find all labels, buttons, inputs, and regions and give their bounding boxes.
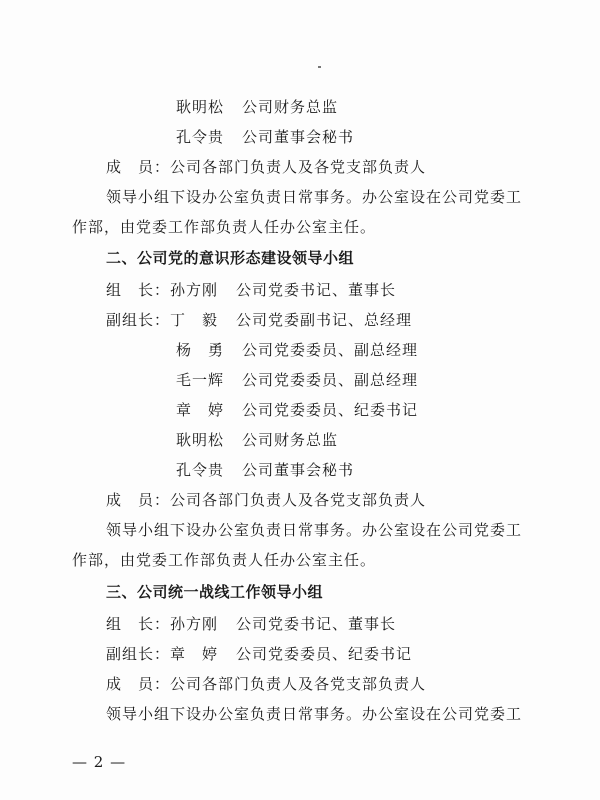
leader-label: 组 长：: [106, 615, 171, 633]
member-line: [176, 460, 354, 480]
member-role: 公司党委委员、纪委书记: [236, 645, 413, 663]
member-line: [176, 370, 418, 390]
members-line: [106, 674, 426, 694]
paragraph-line: 领导小组下设办公室负责日常事务。办公室设在公司党委工: [106, 705, 523, 723]
member-role: 公司党委副书记、总经理: [236, 311, 413, 329]
scan-speck: [318, 66, 321, 68]
members-text: 公司各部门负责人及各党支部负责人: [170, 675, 427, 693]
members-label: 成 员：: [106, 675, 171, 693]
paragraph-line: 领导小组下设办公室负责日常事务。办公室设在公司党委工: [106, 521, 523, 539]
member-role: 公司董事会秘书: [242, 128, 355, 146]
member-name: 章 婷: [170, 645, 219, 663]
page-number: — 2 —: [72, 753, 127, 771]
member-role: 公司财务总监: [242, 98, 339, 116]
member-name: 杨 勇: [176, 341, 225, 359]
member-role: 公司党委书记、董事长: [236, 615, 397, 633]
member-role: 公司党委书记、董事长: [236, 281, 397, 299]
members-label: 成 员：: [106, 491, 171, 509]
member-role: 公司党委委员、副总经理: [242, 341, 419, 359]
deputy-label: 副组长：: [106, 645, 171, 663]
member-role: 公司财务总监: [242, 431, 339, 449]
member-name: 章 婷: [176, 401, 225, 419]
leader-line: [106, 614, 396, 634]
paragraph-line: 作部，由党委工作部负责人任办公室主任。: [72, 551, 377, 569]
member-role: 公司党委委员、副总经理: [242, 371, 419, 389]
member-name: 孙方刚: [170, 281, 219, 299]
member-line: [176, 97, 338, 117]
paragraph-line: 作部，由党委工作部负责人任办公室主任。: [72, 218, 377, 236]
deputy-label: 副组长：: [106, 311, 171, 329]
paragraph-line: 领导小组下设办公室负责日常事务。办公室设在公司党委工: [106, 188, 523, 206]
member-name: 孔令贵: [176, 461, 225, 479]
members-line: [106, 490, 426, 510]
section-heading: 三、公司统一战线工作领导小组: [106, 583, 324, 601]
member-role: 公司董事会秘书: [242, 461, 355, 479]
member-name: 丁 毅: [170, 311, 219, 329]
member-line: [176, 340, 418, 360]
member-name: 孙方刚: [170, 615, 219, 633]
member-name: 毛一辉: [176, 371, 225, 389]
members-label: 成 员：: [106, 158, 171, 176]
deputy-line: [106, 310, 412, 330]
member-role: 公司党委委员、纪委书记: [242, 401, 419, 419]
member-name: 孔令贵: [176, 128, 225, 146]
member-name: 耿明松: [176, 98, 225, 116]
deputy-line: [106, 644, 412, 664]
members-text: 公司各部门负责人及各党支部负责人: [170, 158, 427, 176]
members-line: [106, 157, 426, 177]
leader-line: [106, 280, 396, 300]
member-line: [176, 127, 354, 147]
leader-label: 组 长：: [106, 281, 171, 299]
member-line: [176, 430, 338, 450]
section-heading: 二、公司党的意识形态建设领导小组: [106, 249, 355, 267]
member-line: [176, 400, 418, 420]
members-text: 公司各部门负责人及各党支部负责人: [170, 491, 427, 509]
member-name: 耿明松: [176, 431, 225, 449]
